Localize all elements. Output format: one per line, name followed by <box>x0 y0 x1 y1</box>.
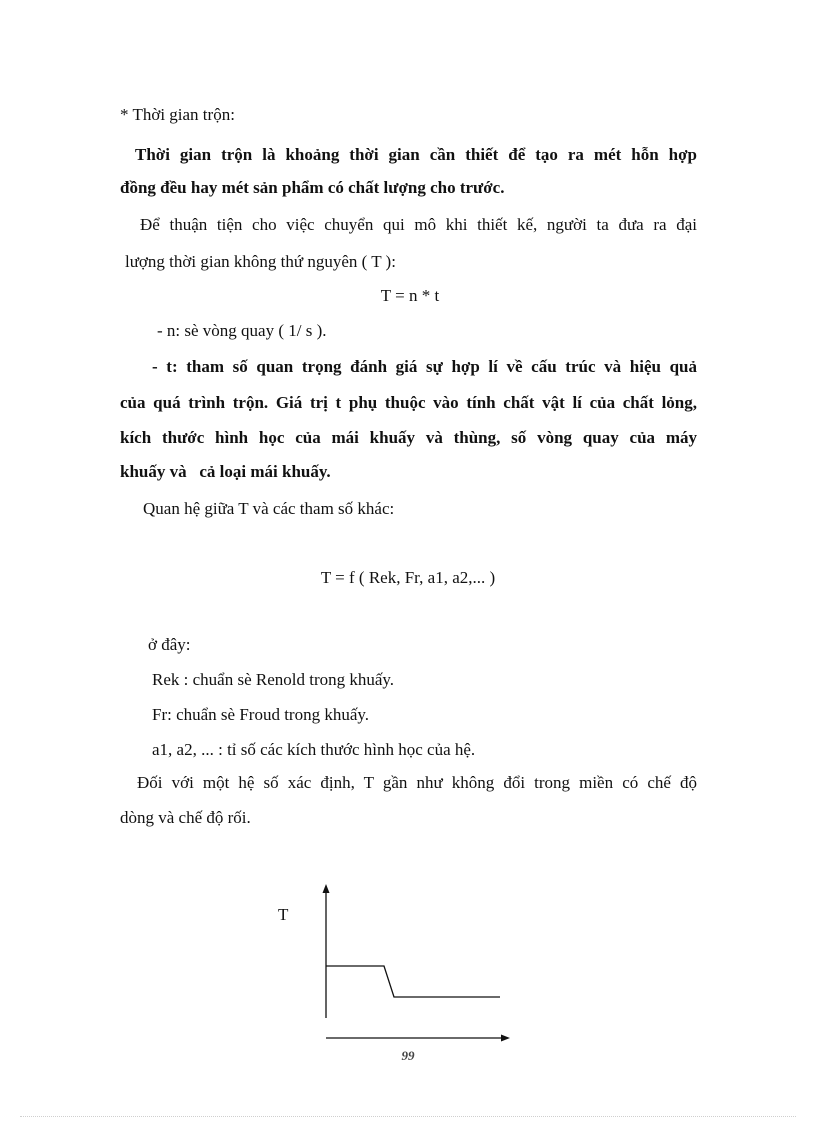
footer-divider <box>20 1116 796 1117</box>
formula-T-equals-n-t: T = n * t <box>380 286 440 305</box>
y-axis-arrow-icon <box>323 884 330 893</box>
t-definition-line-1: - t: tham số quan trọng đánh giá sự hợp lí về cấu trúc và hiệu quả <box>152 357 697 376</box>
definition-line-2: đồng đều hay mét sản phẩm có chất lượng cho trước. <box>120 178 505 197</box>
fr-definition: Fr: chuẩn sè Froud trong khuấy. <box>152 705 370 724</box>
t-definition-line-4: khuấy và cả loại mái khuấy. <box>120 462 331 481</box>
intro-line-1: Để thuận tiện cho việc chuyển qui mô khi thiết kế, người ta đưa ra đại <box>140 215 697 234</box>
t-definition-line-3: kích thước hình học của mái khuấy và thùng, số vòng quay của máy <box>120 428 697 447</box>
where-label: ở đây: <box>148 635 191 654</box>
rek-definition: Rek : chuẩn sè Renold trong khuấy. <box>152 670 395 689</box>
graph-svg <box>270 880 520 1050</box>
page-number: 99 <box>401 1048 415 1063</box>
n-definition: - n: sè vòng quay ( 1/ s ). <box>157 321 327 340</box>
graph-y-label: T <box>278 905 289 924</box>
section-heading: * Thời gian trộn: <box>120 105 235 124</box>
relation-text: Quan hệ giữa T và các tham số khác: <box>143 499 395 518</box>
mixing-time-graph <box>270 880 520 1055</box>
conclusion-line-1: Đối với một hệ số xác định, T gần như không đổi trong miền có chế độ <box>137 773 697 792</box>
definition-line-1: Thời gian trộn là khoảng thời gian cần thiết để tạo ra mét hỗn hợp <box>135 145 697 164</box>
t-definition-line-2: của quá trình trộn. Giá trị t phụ thuộc vào tính chất vật lí của chất lỏng, <box>120 393 697 412</box>
mixing-time-curve <box>326 966 500 997</box>
ratio-definition: a1, a2, ... : tỉ số các kích thước hình học của hệ. <box>152 740 476 759</box>
intro-line-2: lượng thời gian không thứ nguyên ( T ): <box>125 252 396 271</box>
x-axis-arrow-icon <box>501 1035 510 1042</box>
conclusion-line-2: dòng và chế độ rối. <box>120 808 251 827</box>
formula-T-function: T = f ( Rek, Fr, a1, a2,... ) <box>320 568 496 587</box>
